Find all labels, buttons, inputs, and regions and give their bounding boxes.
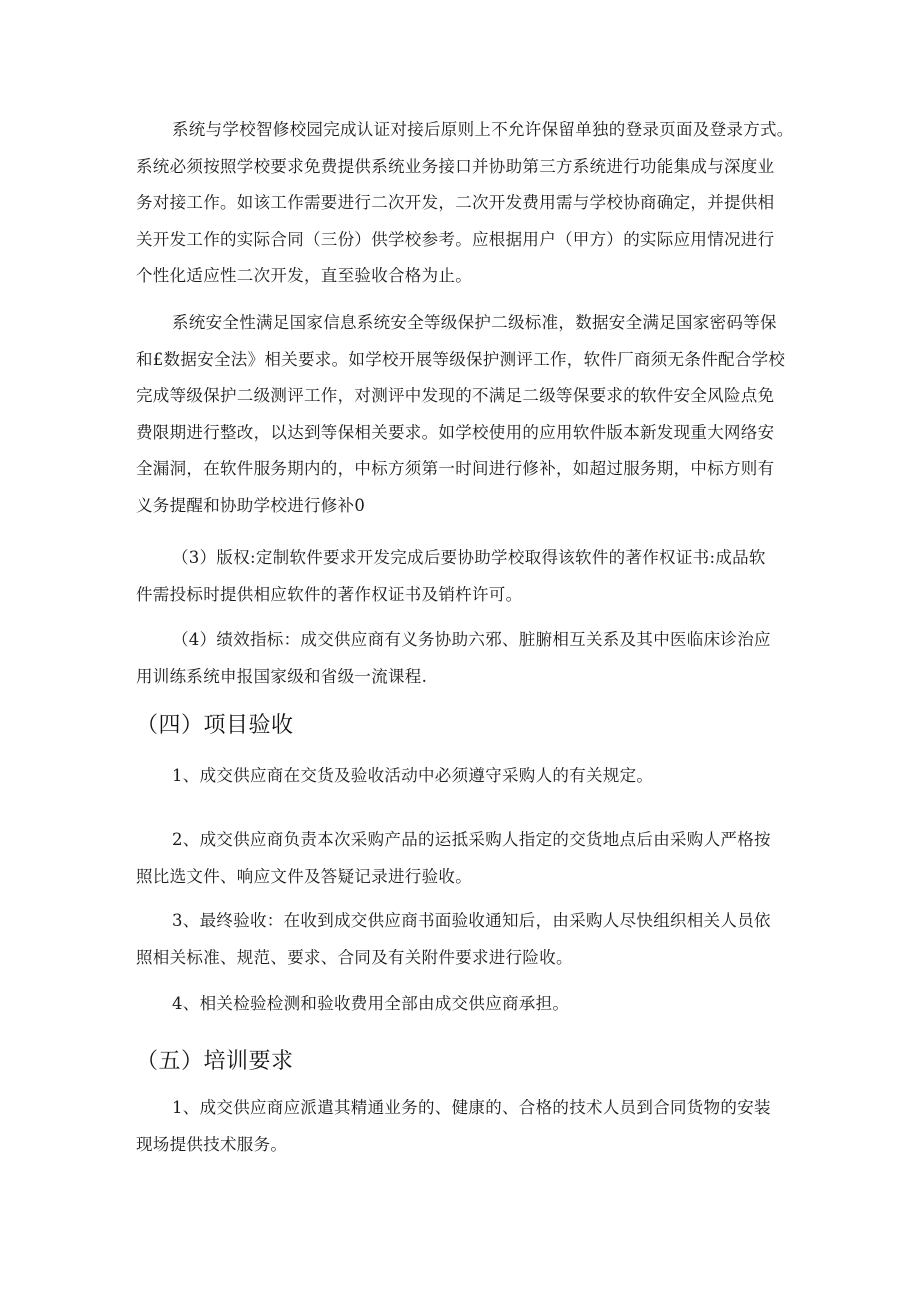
text-line: 个性化适应性二次开发，直至验收合格为止。 xyxy=(136,266,472,285)
text-line: 全漏洞，在软件服务期内的，中标方须第一时间进行修补，如超过服务期，中标方则有 xyxy=(136,459,775,478)
text-line: 件需投标时提供相应软件的著作权证书及销杵许可。 xyxy=(136,584,523,604)
text-line: 照比选文件、响应文件及答疑记录进行验收。 xyxy=(136,866,472,886)
text-line: 2、成交供应商负责本次采购产品的运抵采购人指定的交货地点后由采购人严格按 xyxy=(172,830,771,849)
paragraph-acceptance-2 xyxy=(136,822,788,895)
text-line: 1、成交供应商应派遣其精通业务的、健康的、合格的技术人员到合同货物的安装 xyxy=(172,1098,771,1117)
paragraph-acceptance-3 xyxy=(136,903,788,976)
text-line: 系统安全性满足国家信息系统安全等级保护二级标准，数据安全满足国家密码等保 xyxy=(172,313,777,332)
text-line: 4、相关检验检测和验收费用全部由成交供应商承担。 xyxy=(172,994,570,1013)
text-line: （3）版权:定制软件要求开发完成后要协助学校取得该软件的著作权证书:成品软 xyxy=(172,548,766,567)
paragraph-copyright xyxy=(136,540,788,613)
text-line: （4）绩效指标：成交供应商有义务协助六邪、脏腑相互关系及其中医临床诊治应 xyxy=(172,630,771,649)
paragraph-acceptance-4 xyxy=(136,986,788,1023)
text-line: 现场提供技术服务。 xyxy=(136,1134,288,1154)
text-line: 和£数据安全法》相关要求。如学校开展等级保护测评工作，软件厂商须无条件配合学校 xyxy=(136,349,786,369)
text-line: 3、最终验收：在收到成交供应商书面验收通知后，由采购人尽快组织相关人员依 xyxy=(172,911,771,930)
paragraph-training-1 xyxy=(136,1090,788,1163)
text-line: 1、成交供应商在交货及验收活动中必须遵守采购人的有关规定。 xyxy=(172,766,654,785)
paragraph-system-integration xyxy=(136,112,794,295)
text-line: 关开发工作的实际合同（三份）供学校参考。应根据用户（甲方）的实际应用情况进行 xyxy=(136,229,775,249)
paragraph-system-security xyxy=(136,305,788,524)
section-heading-training: （五）培训要求 xyxy=(136,1049,294,1074)
text-line: 系统与学校智修校园完成认证对接后原则上不允许保留单独的登录页面及登录方式。 xyxy=(172,120,794,139)
text-line: 照相关标准、规范、要求、合同及有关附件要求进行险收。 xyxy=(136,947,573,967)
text-line: 义务提醒和协助学校进行修补0 xyxy=(136,495,366,515)
text-line: 费限期进行整改，以达到等保相关要求。如学校使用的应用软件版本新发现重大网络安 xyxy=(136,422,775,442)
text-line: 务对接工作。如该工作需要进行二次开发，二次开发费用需与学校协商确定，并提供相 xyxy=(136,193,775,212)
section-heading-acceptance: （四）项目验收 xyxy=(136,713,294,738)
paragraph-acceptance-1 xyxy=(136,758,788,795)
text-line: 系统必须按照学校要求免费提供系统业务接口并协助第三方系统进行功能集成与深度业 xyxy=(136,156,775,176)
text-line: 用训练系统申报国家级和省级一流课程. xyxy=(136,666,428,686)
text-line: 完成等级保护二级测评工作，对测评中发现的不满足二级等保要求的软件安全风险点免 xyxy=(136,386,775,405)
paragraph-performance xyxy=(136,622,788,695)
